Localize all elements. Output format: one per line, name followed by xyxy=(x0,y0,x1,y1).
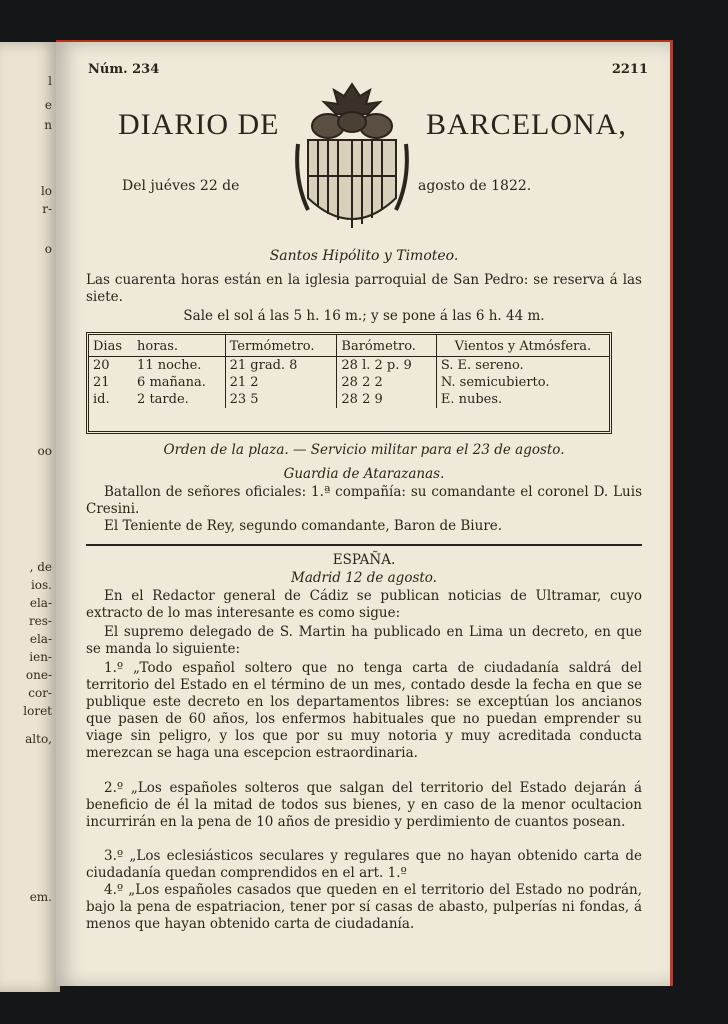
left-fragment: one- xyxy=(25,668,52,682)
left-fragment: , de xyxy=(29,560,52,574)
church-notice: Las cuarenta horas están en la iglesia parroquial de San Pedro: se reserva á las siete. xyxy=(86,272,642,305)
left-page-edge xyxy=(0,42,60,992)
left-fragment: ela- xyxy=(29,632,52,646)
article-2: 2.º „Los españoles solteros que salgan del territorio del Estado dejarán á beneficio de él la mitad de todos sus bienes, y en caso de la menor ocultacion incurrirán en la pena de 10 años de presidio y perdimiento de cuantos posean. xyxy=(86,780,642,830)
masthead-left: DIARIO DE xyxy=(118,108,280,141)
saints-of-the-day: Santos Hipólito y Timoteo. xyxy=(269,248,459,264)
left-fragment: l xyxy=(48,74,52,88)
left-fragment: alto, xyxy=(25,732,52,746)
article-4: 4.º „Los españoles casados que queden en el territorio del Estado no podrán, bajo la pena de espatriacion, tener por sí casas de abasto, pulperías ni fondas, á menos que hayan obtenido carta de ciudadanía. xyxy=(86,882,642,932)
table-header: horas. xyxy=(133,335,225,357)
table-cell: 23 5 xyxy=(225,391,337,408)
table-row xyxy=(89,374,609,391)
table-cell: E. nubes. xyxy=(436,391,609,408)
newspaper-page xyxy=(56,40,673,986)
issue-number: Núm. 234 xyxy=(88,62,160,77)
divider xyxy=(86,544,642,546)
left-fragment: lo xyxy=(40,184,52,198)
left-fragment: em. xyxy=(29,890,52,904)
left-fragment: res- xyxy=(28,614,52,628)
left-fragment: ios. xyxy=(30,578,52,592)
table-cell: 28 2 9 xyxy=(337,391,436,408)
left-fragment: ien- xyxy=(29,650,52,664)
table-cell: id. xyxy=(93,392,110,407)
table-cell: 11 noche. xyxy=(137,358,202,373)
table-cell: 21 grad. 8 xyxy=(225,357,337,375)
left-fragment: loret xyxy=(23,704,52,718)
table-header-row xyxy=(89,335,609,357)
dateline: Madrid 12 de agosto. xyxy=(291,570,437,586)
left-fragment: ela- xyxy=(29,596,52,610)
left-fragment: e xyxy=(44,98,52,112)
page-number: 2211 xyxy=(611,62,648,77)
date-left: Del juéves 22 de xyxy=(122,178,240,194)
decree-intro: El supremo delegado de S. Martin ha publicado en Lima un decreto, en que se manda lo siguiente: xyxy=(86,624,642,657)
table-cell: 20 xyxy=(93,358,110,373)
left-fragment: n xyxy=(44,118,52,132)
sun-notice: Sale el sol á las 5 h. 16 m.; y se pone á las 6 h. 44 m. xyxy=(183,308,545,324)
orders-title: Orden de la plaza. — Servicio militar para el 23 de agosto. xyxy=(163,442,565,458)
table-cell: 28 2 2 xyxy=(337,374,436,391)
table-cell: 2 tarde. xyxy=(137,392,189,407)
table-cell: 6 mañana. xyxy=(137,375,206,390)
weather-table xyxy=(86,332,612,434)
orders-line-2: El Teniente de Rey, segundo comandante, Baron de Biure. xyxy=(104,518,503,534)
table-cell: 21 xyxy=(93,375,110,390)
left-fragment: r- xyxy=(42,202,52,216)
table-cell: N. semicubierto. xyxy=(436,374,609,391)
news-intro: En el Redactor general de Cádiz se publican noticias de Ultramar, cuyo extracto de lo mas interesante es como sigue: xyxy=(86,588,642,621)
table-header: Termómetro. xyxy=(225,335,337,357)
date-right: agosto de 1822. xyxy=(418,178,532,194)
left-fragment: o xyxy=(44,242,52,256)
section-title: ESPAÑA. xyxy=(332,552,396,568)
table-row xyxy=(89,357,609,375)
table-header: Dias xyxy=(89,335,133,357)
table-cell: 28 l. 2 p. 9 xyxy=(337,357,436,375)
guard-heading: Guardia de Atarazanas. xyxy=(283,466,445,482)
article-1: 1.º „Todo español soltero que no tenga carta de ciudadanía saldrá del territorio del Estado en el término de un mes, contado desde la fecha en que se publique este decreto en los departamentos libres: se exceptúan los ancianos que pasen de 60 años, los enfermos habituales que no puedan emprender su viage sin peligro, y los que por su muy notoria y muy acreditada conducta merezcan se haga una escepcion estraordinaria. xyxy=(86,660,642,761)
table-row xyxy=(89,391,609,408)
table-cell: S. E. sereno. xyxy=(436,357,609,375)
masthead-right: BARCELONA, xyxy=(426,108,627,141)
orders-line-1: Batallon de señores oficiales: 1.ª compañía: su comandante el coronel D. Luis Cresini. xyxy=(86,484,642,517)
table-header: Vientos y Atmósfera. xyxy=(436,335,609,357)
left-fragment: oo xyxy=(37,444,52,458)
coat-of-arms-icon xyxy=(294,80,410,240)
left-fragment: cor- xyxy=(28,686,52,700)
article-3: 3.º „Los eclesiásticos seculares y regulares que no hayan obtenido carta de ciudadanía quedan comprendidos en el art. 1.º xyxy=(86,848,642,881)
table-header: Barómetro. xyxy=(337,335,436,357)
table-cell: 21 2 xyxy=(225,374,337,391)
